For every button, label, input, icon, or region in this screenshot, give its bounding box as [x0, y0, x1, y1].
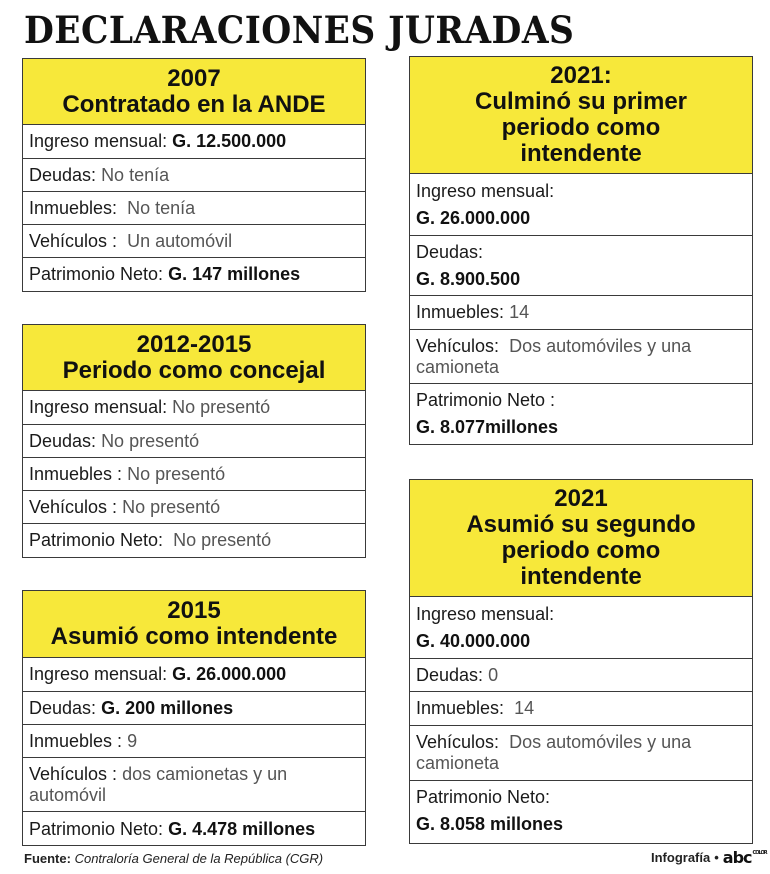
value: No presentó [122, 496, 221, 517]
label: Ingreso mensual: [29, 397, 168, 417]
value-continued: camioneta [416, 753, 500, 773]
row-patrimonio [410, 781, 752, 841]
card-2015 [22, 590, 366, 846]
row-vehiculos [410, 726, 752, 781]
card-year: 2012-2015 [136, 330, 252, 358]
row-patrimonio [23, 812, 365, 846]
abc-logo-text: abc [722, 847, 752, 867]
card-header [23, 59, 365, 125]
label: Deudas: [29, 164, 97, 185]
bullet: • [714, 850, 719, 865]
value: No presentó [101, 430, 200, 451]
row-deudas [23, 692, 365, 725]
label: Vehículos : [29, 763, 118, 784]
card-subtitle-line2: periodo como [501, 537, 661, 564]
row-inmuebles [23, 725, 365, 758]
value: G. 147 millones [168, 264, 301, 284]
card-header [23, 591, 365, 658]
card-2012-2015 [22, 324, 366, 558]
value: G. 26.000.000 [172, 664, 287, 684]
row-inmuebles [23, 458, 365, 491]
row-patrimonio [23, 524, 365, 557]
value: 14 [509, 302, 530, 322]
value: dos camionetas y un [122, 763, 288, 784]
source-label: Fuente: [24, 851, 71, 866]
value: G. 26.000.000 [416, 207, 531, 228]
row-patrimonio [410, 384, 752, 444]
value: No presentó [173, 530, 272, 550]
infografia-credit [651, 847, 767, 867]
value: G. 40.000.000 [416, 630, 531, 651]
card-2021-second-term [409, 479, 753, 844]
infografia-label: Infografía [651, 850, 711, 865]
row-ingreso [410, 174, 752, 236]
row-vehiculos [23, 758, 365, 812]
value: 0 [488, 664, 499, 685]
label: Deudas: [29, 697, 97, 718]
label: Ingreso mensual: [29, 131, 168, 151]
row-ingreso [23, 391, 365, 425]
row-ingreso [23, 125, 365, 159]
card-subtitle: Asumió como intendente [50, 623, 338, 650]
label: Patrimonio Neto : [416, 390, 556, 410]
label: Vehículos: [416, 732, 500, 752]
label: Deudas: [416, 241, 484, 262]
row-deudas [410, 236, 752, 296]
card-subtitle-line1: Culminó su primer [474, 88, 688, 115]
value: No presentó [172, 397, 271, 417]
row-inmuebles [410, 296, 752, 330]
card-header [410, 480, 752, 597]
value: G. 8.900.500 [416, 268, 521, 289]
value: Dos automóviles y una [509, 732, 692, 752]
value: G. 4.478 millones [168, 818, 316, 839]
abc-logo-sub: COLOR [752, 849, 767, 856]
row-patrimonio [23, 258, 365, 291]
row-vehiculos [23, 225, 365, 258]
label: Vehículos: [416, 335, 500, 356]
source-credit [24, 851, 323, 866]
card-subtitle-line1: Asumió su segundo [466, 511, 696, 538]
value-continued: camioneta [416, 356, 500, 377]
card-header [23, 325, 365, 391]
label: Patrimonio Neto: [29, 264, 164, 284]
card-year: 2021: [550, 62, 612, 89]
row-inmuebles [410, 692, 752, 726]
value: No presentó [127, 463, 226, 484]
row-vehiculos [410, 330, 752, 384]
label: Deudas: [29, 430, 97, 451]
value: No tenía [127, 197, 196, 218]
card-subtitle-line2: periodo como [501, 114, 661, 141]
label: Vehículos : [29, 496, 118, 517]
row-deudas [410, 659, 752, 692]
row-ingreso [23, 658, 365, 692]
label: Ingreso mensual: [416, 603, 555, 624]
label: Patrimonio Neto: [416, 787, 551, 807]
value: 14 [514, 698, 535, 718]
card-subtitle: Periodo como concejal [62, 356, 326, 384]
value: G. 200 millones [101, 697, 234, 718]
card-year: 2015 [167, 597, 221, 624]
card-subtitle-line3: intendente [520, 563, 642, 590]
label: Patrimonio Neto: [29, 818, 164, 839]
row-ingreso [410, 597, 752, 659]
card-header [410, 57, 752, 174]
value: No tenía [101, 164, 170, 185]
row-vehiculos [23, 491, 365, 524]
value: G. 12.500.000 [172, 131, 287, 151]
page-title: DECLARACIONES JURADAS [24, 8, 575, 52]
label: Ingreso mensual: [416, 180, 555, 201]
label: Patrimonio Neto: [29, 530, 164, 550]
label: Inmuebles: [416, 698, 505, 718]
label: Inmuebles : [29, 730, 123, 751]
label: Inmuebles: [416, 302, 505, 322]
card-year: 2007 [167, 64, 221, 92]
row-inmuebles [23, 192, 365, 225]
card-subtitle-line3: intendente [520, 140, 642, 167]
label: Inmuebles : [29, 463, 123, 484]
value: G. 8.058 millones [416, 814, 564, 834]
card-2021-first-term [409, 56, 753, 445]
card-subtitle: Contratado en la ANDE [62, 90, 326, 118]
label: Inmuebles: [29, 197, 118, 218]
card-2007 [22, 58, 366, 292]
label: Vehículos : [29, 230, 118, 251]
abc-logo [722, 847, 767, 867]
value: Un automóvil [127, 230, 233, 251]
label: Ingreso mensual: [29, 664, 168, 684]
label: Deudas: [416, 664, 484, 685]
value-continued: automóvil [29, 784, 107, 805]
card-year: 2021 [554, 485, 608, 512]
row-deudas [23, 425, 365, 458]
row-deudas [23, 159, 365, 192]
source-text: Contraloría General de la República (CGR) [74, 851, 324, 866]
value: Dos automóviles y una [509, 335, 692, 356]
value: G. 8.077millones [416, 417, 559, 437]
value: 9 [127, 730, 138, 751]
